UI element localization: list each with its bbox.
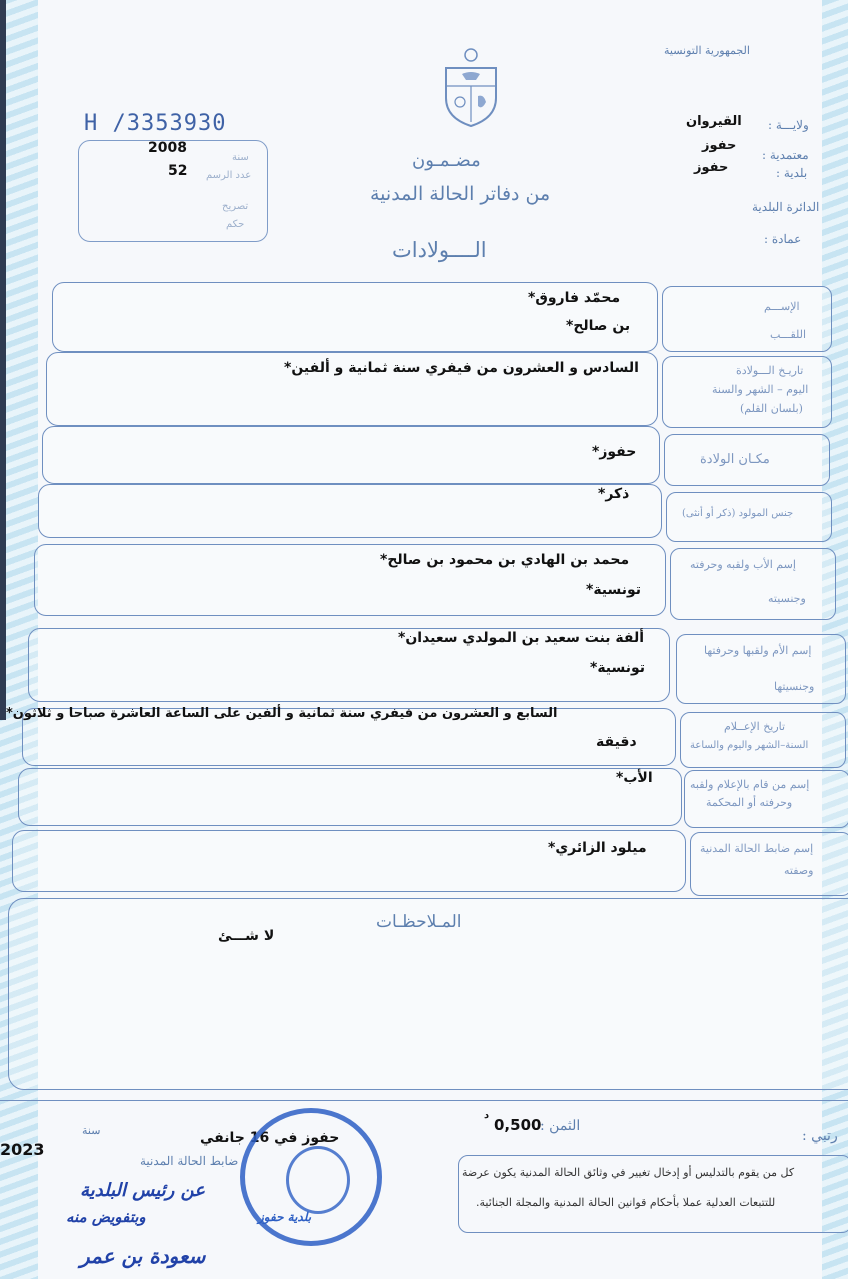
signature-line1: عن رئيس البلدية	[80, 1180, 206, 1201]
sex-field-box	[38, 484, 662, 538]
edge-shadow	[0, 0, 6, 720]
legal-notice-line2: للتتبعات العدلية عملا بأحكام قوانين الحالة المدنية والمجلة الجنائية.	[476, 1196, 776, 1209]
register-year: 2008	[148, 140, 187, 156]
father-label: إسم الأب ولقبه وحرفته	[690, 558, 796, 571]
declarant-sublabel: وحرفته أو المحكمة	[706, 796, 793, 809]
place-and-date: حفوز في 16 جانفي	[200, 1130, 340, 1146]
remarks-value: لا شـــئ	[218, 928, 275, 944]
declaration-label: تاريخ الإعــلام	[724, 720, 786, 733]
municipality-value: حفوز	[694, 160, 729, 175]
serial-number: H /3353930	[84, 111, 227, 136]
footer-divider	[0, 1100, 848, 1101]
signature-line2: وبتفويض منه	[66, 1208, 146, 1226]
name-label: الإســـم	[764, 300, 800, 313]
mother-label: إسم الأم ولقبها وحرفتها	[704, 644, 812, 657]
officer-label: إسم ضابط الحالة المدنية	[700, 842, 814, 855]
birth-place-field-box	[42, 426, 660, 484]
price-label: الثمن :	[540, 1118, 581, 1134]
officer-title-line: ضابط الحالة المدنية	[140, 1154, 239, 1168]
birth-place-value: حفوز*	[592, 444, 637, 460]
delegation-value: حفوز	[702, 138, 737, 153]
rank-label: رتبي :	[802, 1128, 838, 1144]
municipal-circle-label: الدائرة البلدية	[752, 200, 820, 214]
officer-value: ميلود الزائري*	[548, 840, 647, 856]
price-value: 0,500	[494, 1116, 542, 1134]
register-number-label: عدد الرسم	[206, 170, 252, 181]
birth-date-label: تاريـخ الـــولادة	[736, 364, 804, 377]
father-sublabel: وجنسيته	[768, 592, 806, 605]
birth-place-label: مكـان الولادة	[700, 452, 770, 467]
register-year-label: سنة	[232, 152, 249, 163]
surname-value: بن صالح*	[566, 318, 631, 334]
father-name-value: محمد بن الهادي بن محمود بن صالح*	[380, 552, 630, 568]
document-title-line2: من دفاتر الحالة المدنية	[370, 183, 551, 205]
declaration-value-line2: دقيقة	[596, 734, 637, 750]
stamp-emblem-icon	[286, 1146, 350, 1214]
sex-label: جنس المولود (ذكر أو أنثى)	[682, 508, 794, 519]
municipality-label: بلدية :	[776, 166, 808, 180]
sector-label: عمادة :	[764, 232, 802, 246]
name-value: محمّد فاروق*	[528, 290, 621, 306]
register-declaration-label: تصريح	[222, 201, 249, 212]
republic-label: الجمهورية التونسية	[664, 44, 750, 57]
register-judgment-label: حكم	[226, 219, 245, 230]
declaration-sublabel: السنة–الشهر واليوم والساعة	[690, 740, 809, 751]
section-title-births: الــــولادات	[392, 238, 487, 262]
father-nationality-value: تونسية*	[586, 582, 642, 598]
legal-notice-line1: كل من يقوم بالتدليس أو إدخال تغيير في وثائق الحالة المدنية يكون عرضة	[462, 1166, 795, 1179]
signature-name: سعودة بن عمر	[80, 1244, 206, 1268]
birth-date-sublabel: اليوم – الشهر والسنة	[712, 383, 809, 396]
declarant-value: الأب*	[616, 770, 653, 786]
birth-date-value: السادس و العشرون من فيفري سنة ثمانية و ألفين*	[284, 360, 639, 376]
remarks-title: المـلاحظـات	[376, 912, 462, 932]
stamp-text: بلدية حفوز	[258, 1210, 312, 1224]
declaration-value: السابع و العشرون من فيفري سنة ثمانية و ألفين على الساعة العاشرة صباحا و ثلاثون*	[6, 706, 558, 721]
mother-nationality-value: تونسية*	[590, 660, 646, 676]
declarant-field-box	[18, 768, 682, 826]
register-number: 52	[168, 163, 188, 179]
document-title-line1: مضـمـون	[412, 150, 481, 171]
mother-name-value: ألفة بنت سعيد بن المولدي سعيدان*	[398, 630, 645, 646]
surname-label: اللقـــب	[770, 328, 807, 341]
birth-date-note: (بلسان القلم)	[740, 402, 803, 415]
year-value: 2023	[0, 1140, 45, 1159]
year-label: سنة	[82, 1124, 101, 1137]
sex-value: ذكر*	[598, 486, 630, 502]
governorate-label: ولايـــة :	[768, 118, 809, 132]
delegation-label: معتمدية :	[762, 148, 809, 162]
officer-sublabel: وصفته	[784, 864, 814, 877]
price-unit: د	[484, 1110, 490, 1121]
governorate-value: القيروان	[686, 114, 742, 129]
declarant-label: إسم من قام بالإعلام ولقبه	[690, 778, 810, 791]
name-label-box	[662, 286, 832, 352]
mother-sublabel: وجنسيتها	[774, 680, 815, 693]
tunisia-coat-of-arms-icon	[440, 46, 502, 128]
